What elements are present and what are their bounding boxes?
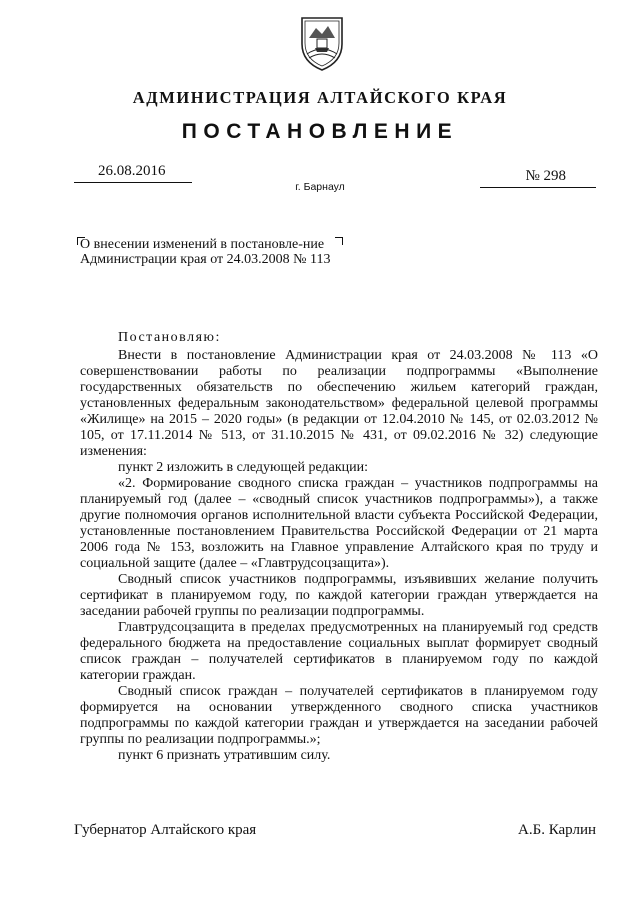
paragraph: пункт 6 признать утратившим силу. — [118, 748, 331, 763]
document-body — [80, 330, 598, 764]
paragraph: Сводный список участников подпрограммы, изъявивших желание получить сертификат в планируемом году, по каждой категории граждан утверждается на заседании рабочей группы по реализации подпрограммы. — [80, 572, 598, 619]
paragraph: пункт 2 изложить в следующей редакции: — [118, 460, 368, 475]
document-city: г. Барнаул — [295, 181, 345, 193]
paragraph: «2. Формирование сводного списка граждан – участников подпрограммы на планируемый год (далее – «сводный список участников подпрограммы»), а также другие полномочия органов исполнительной власти субъекта Российской Федерации, установленные постановлением Правительства Российской Федерации от 21 марта 2006 года № 153, возложить на Главное управление Алтайского края по труду и социальной защите (далее – «Главтрудсоцзащита»). — [80, 476, 598, 571]
document-type: ПОСТАНОВЛЕНИЕ — [181, 120, 459, 143]
organization-title: АДМИНИСТРАЦИЯ АЛТАЙСКОГО КРАЯ — [132, 88, 508, 107]
coat-of-arms-icon — [299, 14, 345, 72]
document-subject: О внесении изменений в постановле-ние Администрации края от 24.03.2008 № 113 — [80, 237, 331, 267]
document-number: № 298 — [480, 168, 596, 188]
signatory-position: Губернатор Алтайского края — [74, 822, 257, 838]
signatory-name: А.Б. Карлин — [518, 822, 597, 838]
paragraph: Сводный список граждан – получателей сертификатов в планируемом году формируется на основании утвержденного сводного списка участников подпрограммы по каждой категории граждан и утверждается на заседании рабочей группы по реализации подпрограммы.»; — [80, 684, 598, 747]
paragraph: Главтрудсоцзащита в пределах предусмотренных на планируемый год средств федерального бюджета на предоставление социальных выплат формирует сводный список граждан – получателей сертификатов в планируемом году по каждой категории граждан. — [80, 620, 598, 683]
paragraph: Внести в постановление Администрации края от 24.03.2008 № 113 «О совершенствовании работы по реализации подпрограммы «Выполнение государственных обязательств по обеспечению жильем категорий граждан, установленных федеральным законодательством» федеральной целевой программы «Жилище» на 2015 – 2020 годы» (в редакции от 12.04.2010 № 145, от 02.03.2012 № 105, от 17.11.2014 № 513, от 31.10.2015 № 431, от 09.02.2016 № 32) следующие изменения: — [80, 348, 598, 459]
decree-word: Постановляю: — [118, 330, 221, 345]
document-date: 26.08.2016 — [74, 163, 192, 183]
